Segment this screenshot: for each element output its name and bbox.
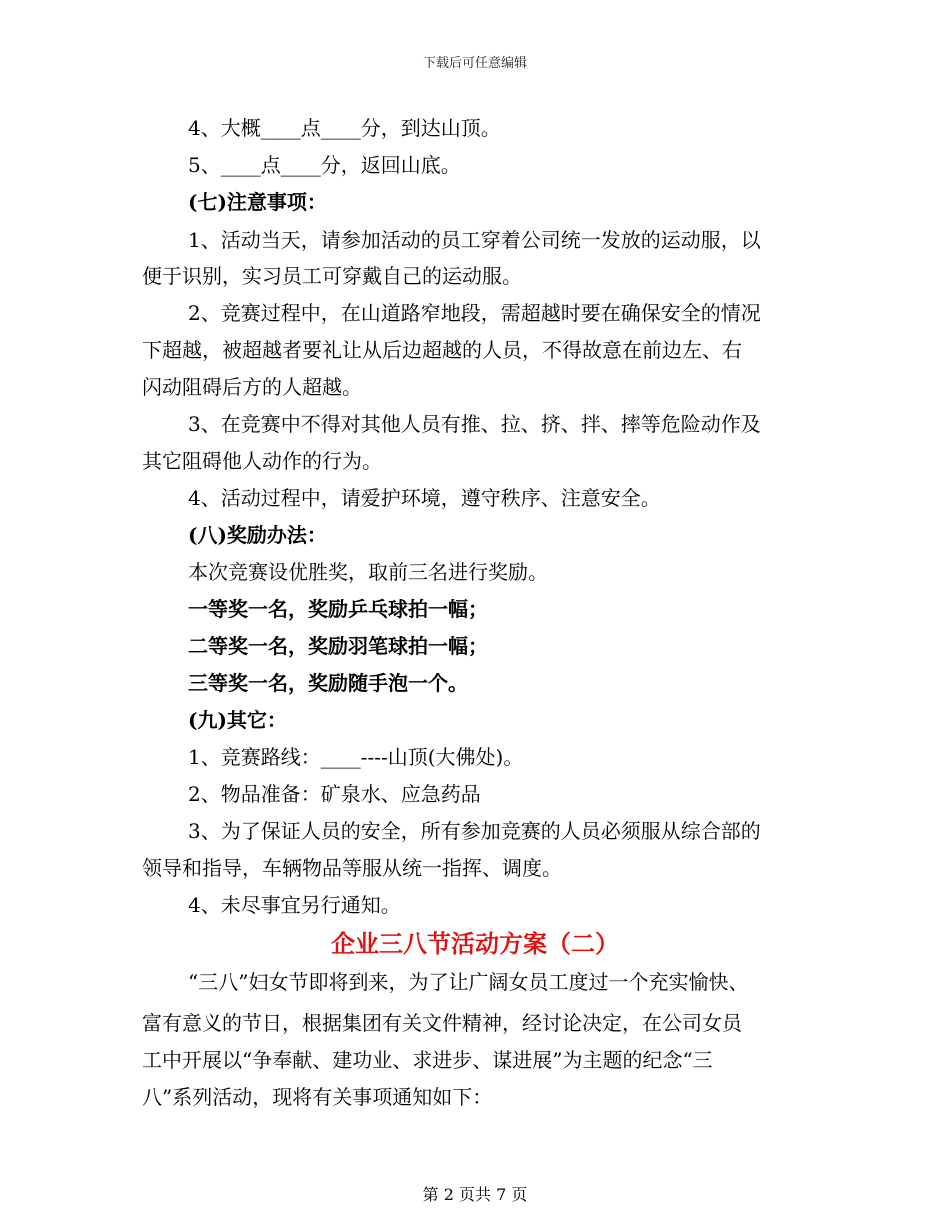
text-line: 4、活动过程中，请爱护环境，遵守秩序、注意安全。 (188, 486, 661, 510)
text-line: 领导和指导，车辆物品等服从统一指挥、调度。 (142, 856, 562, 880)
section-heading: (八)奖励办法： (188, 523, 327, 547)
paragraph-line: 工中开展以“争奉献、建功业、求进步、谋进展”为主题的纪念“三 (142, 1048, 713, 1072)
text-line: 下超越，被超越者要礼让从后边超越的人员，不得故意在前边左、右 (142, 338, 742, 362)
text-line: 2、物品准备：矿泉水、应急药品 (188, 782, 481, 806)
text-line: 3、在竞赛中不得对其他人员有推、拉、挤、拌、摔等危险动作及 (188, 412, 761, 436)
award-line: 三等奖一名，奖励随手泡一个。 (188, 671, 468, 695)
text-line: 便于识别，实习员工可穿戴自己的运动服。 (142, 264, 522, 288)
page-footer: 第 2 页共 7 页 (422, 1185, 528, 1204)
text-line: 4、大概____点____分，到达山顶。 (188, 116, 501, 140)
award-line: 二等奖一名，奖励羽笔球拍一幅； (188, 634, 488, 658)
paragraph-line: 八”系列活动，现将有关事项通知如下： (142, 1085, 493, 1109)
text-line: 其它阻碍他人动作的行为。 (142, 449, 382, 473)
award-line: 一等奖一名，奖励乒乓球拍一幅； (188, 597, 488, 621)
text-line: 1、竞赛路线：____----山顶(大佛处)。 (188, 745, 524, 769)
section-title: 企业三八节活动方案（二） (331, 929, 619, 958)
text-line: 5、____点____分，返回山底。 (188, 153, 461, 177)
text-line: 本次竞赛设优胜奖，取前三名进行奖励。 (188, 560, 548, 584)
text-line: 4、未尽事宜另行通知。 (188, 893, 401, 917)
paragraph-line: “三八”妇女节即将到来，为了让广阔女员工度过一个充实愉快、 (188, 970, 749, 994)
text-line: 闪动阻碍后方的人超越。 (142, 375, 362, 399)
page-header: 下载后可任意编辑 (422, 56, 527, 71)
text-line: 3、为了保证人员的安全，所有参加竞赛的人员必须服从综合部的 (188, 819, 761, 843)
section-heading: (九)其它： (188, 708, 287, 732)
text-line: 2、竞赛过程中，在山道路窄地段，需超越时要在确保安全的情况 (188, 301, 761, 325)
section-heading: (七)注意事项： (188, 190, 327, 214)
paragraph-line: 富有意义的节日，根据集团有关文件精神，经讨论决定，在公司女员 (142, 1011, 742, 1035)
text-line: 1、活动当天，请参加活动的员工穿着公司统一发放的运动服，以 (188, 228, 761, 252)
